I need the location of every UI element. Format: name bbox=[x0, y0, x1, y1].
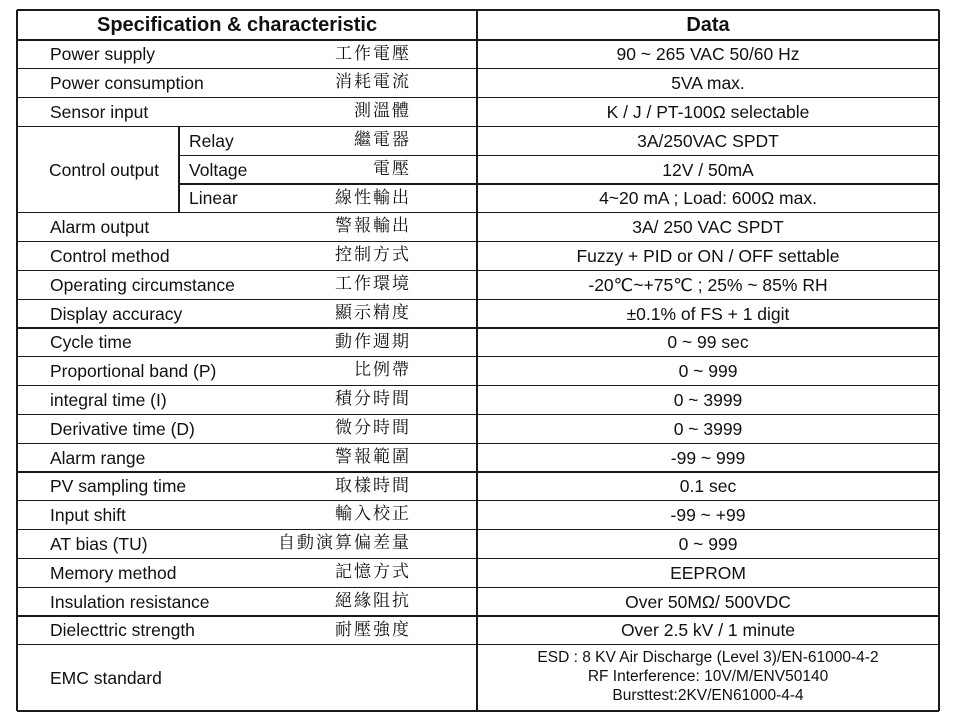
control-output-sub-label: Relay bbox=[189, 130, 234, 151]
row-divider bbox=[17, 39, 939, 41]
spec-value: 12V / 50mA bbox=[662, 159, 754, 180]
row-divider bbox=[17, 299, 939, 300]
spec-name: AT bias (TU) bbox=[50, 533, 148, 554]
spec-value: 3A/250VAC SPDT bbox=[637, 130, 779, 151]
spec-name-zh: 比例帶 bbox=[354, 360, 411, 381]
row-divider bbox=[17, 558, 939, 559]
spec-value: 0 ~ 999 bbox=[678, 533, 738, 554]
row-divider bbox=[17, 356, 939, 357]
spec-name-zh: 輸入校正 bbox=[335, 504, 411, 525]
spec-name-zh: 繼電器 bbox=[354, 130, 411, 151]
spec-name-zh: 警報範圍 bbox=[335, 446, 411, 467]
spec-value: 0.1 sec bbox=[679, 476, 737, 497]
spec-value: 4~20 mA ; Load: 600Ω max. bbox=[599, 188, 817, 209]
spec-name-zh: 取樣時間 bbox=[335, 475, 411, 496]
row-divider bbox=[17, 615, 939, 616]
spec-value: 3A/ 250 VAC SPDT bbox=[632, 217, 784, 238]
spec-name: Sensor input bbox=[50, 101, 149, 122]
spec-value: ±0.1% of FS + 1 digit bbox=[626, 303, 790, 324]
spec-name-zh: 電壓 bbox=[373, 158, 411, 179]
spec-name-zh: 積分時間 bbox=[335, 389, 411, 410]
spec-name-zh: 耐壓強度 bbox=[335, 619, 411, 640]
spec-name: Cycle time bbox=[50, 332, 132, 353]
spec-name-zh: 顯示精度 bbox=[335, 302, 411, 323]
column-divider bbox=[178, 126, 179, 212]
spec-name: Input shift bbox=[50, 505, 126, 526]
spec-name: PV sampling time bbox=[50, 476, 187, 497]
header-data-label: Data bbox=[686, 13, 730, 36]
row-divider bbox=[17, 500, 939, 501]
row-divider bbox=[17, 270, 939, 271]
spec-name: Alarm output bbox=[50, 217, 150, 238]
row-divider bbox=[17, 587, 939, 588]
spec-name-zh: 工作環境 bbox=[335, 274, 411, 295]
row-divider bbox=[179, 155, 939, 156]
spec-value: 5VA max. bbox=[671, 73, 745, 94]
spec-name: Operating circumstance bbox=[50, 274, 235, 295]
row-divider bbox=[17, 241, 939, 242]
spec-value: 0 ~ 3999 bbox=[673, 418, 743, 439]
spec-value: 0 ~ 999 bbox=[678, 361, 738, 382]
spec-value: -99 ~ 999 bbox=[670, 447, 746, 468]
spec-value: EEPROM bbox=[670, 562, 746, 583]
spec-name-zh: 控制方式 bbox=[335, 245, 411, 266]
spec-name: Dielecttric strength bbox=[50, 620, 195, 641]
row-divider bbox=[17, 97, 939, 98]
spec-name: Derivative time (D) bbox=[50, 418, 195, 439]
spec-value: 0 ~ 3999 bbox=[673, 389, 743, 410]
spec-name-zh: 工作電壓 bbox=[335, 43, 411, 64]
spec-name: integral time (I) bbox=[50, 389, 167, 410]
row-divider bbox=[17, 443, 939, 444]
spec-name: Insulation resistance bbox=[50, 591, 210, 612]
control-output-label: Control output bbox=[49, 159, 159, 180]
spec-name-zh: 微分時間 bbox=[335, 418, 411, 439]
control-output-sub-label: Linear bbox=[189, 188, 238, 209]
spec-value: Over 50MΩ/ 500VDC bbox=[625, 591, 791, 612]
emc-label: EMC standard bbox=[50, 667, 162, 688]
row-divider bbox=[17, 414, 939, 415]
row-divider bbox=[17, 68, 939, 69]
spec-name: Power supply bbox=[50, 44, 156, 65]
row-divider bbox=[17, 471, 939, 472]
column-divider bbox=[16, 10, 18, 711]
column-divider bbox=[476, 10, 478, 711]
row-divider bbox=[17, 9, 939, 11]
spec-value: 0 ~ 99 sec bbox=[667, 332, 749, 353]
row-divider bbox=[17, 212, 939, 213]
emc-line: RF Interference: 10V/M/ENV50140 bbox=[587, 668, 829, 686]
control-output-sub-label: Voltage bbox=[189, 159, 248, 180]
spec-value: Over 2.5 kV / 1 minute bbox=[620, 620, 796, 641]
row-divider bbox=[17, 529, 939, 530]
spec-name: Proportional band (P) bbox=[50, 361, 217, 382]
header-spec-label: Specification & characteristic bbox=[97, 13, 378, 36]
spec-name-zh: 線性輸出 bbox=[335, 187, 411, 208]
spec-name-zh: 測溫體 bbox=[354, 101, 411, 122]
emc-line: ESD : 8 KV Air Discharge (Level 3)/EN-61000-4-2 bbox=[537, 649, 879, 667]
spec-value: K / J / PT-100Ω selectable bbox=[606, 101, 810, 122]
spec-name: Control method bbox=[50, 245, 170, 266]
row-divider bbox=[17, 126, 939, 127]
row-divider bbox=[17, 385, 939, 386]
emc-value bbox=[477, 645, 939, 711]
spec-name-zh: 動作週期 bbox=[335, 331, 411, 352]
row-divider bbox=[17, 327, 939, 328]
spec-name-zh: 自動演算偏差量 bbox=[278, 533, 411, 554]
column-divider bbox=[938, 10, 940, 711]
spec-name: Power consumption bbox=[50, 73, 204, 94]
row-divider bbox=[179, 183, 939, 184]
emc-line: Bursttest:2KV/EN61000-4-4 bbox=[612, 687, 804, 705]
spec-value: -99 ~ +99 bbox=[670, 505, 746, 526]
row-divider bbox=[17, 710, 939, 712]
spec-name-zh: 警報輸出 bbox=[335, 216, 411, 237]
spec-name: Display accuracy bbox=[50, 303, 183, 324]
spec-name-zh: 絕緣阻抗 bbox=[335, 590, 411, 611]
spec-name: Memory method bbox=[50, 562, 177, 583]
spec-value: -20℃~+75℃ ; 25% ~ 85% RH bbox=[588, 274, 828, 295]
spec-name: Alarm range bbox=[50, 447, 146, 468]
spec-value: 90 ~ 265 VAC 50/60 Hz bbox=[616, 44, 800, 65]
row-divider bbox=[17, 644, 939, 645]
spec-name-zh: 消耗電流 bbox=[335, 72, 411, 93]
spec-value: Fuzzy + PID or ON / OFF settable bbox=[576, 245, 840, 266]
spec-name-zh: 記憶方式 bbox=[335, 562, 411, 583]
